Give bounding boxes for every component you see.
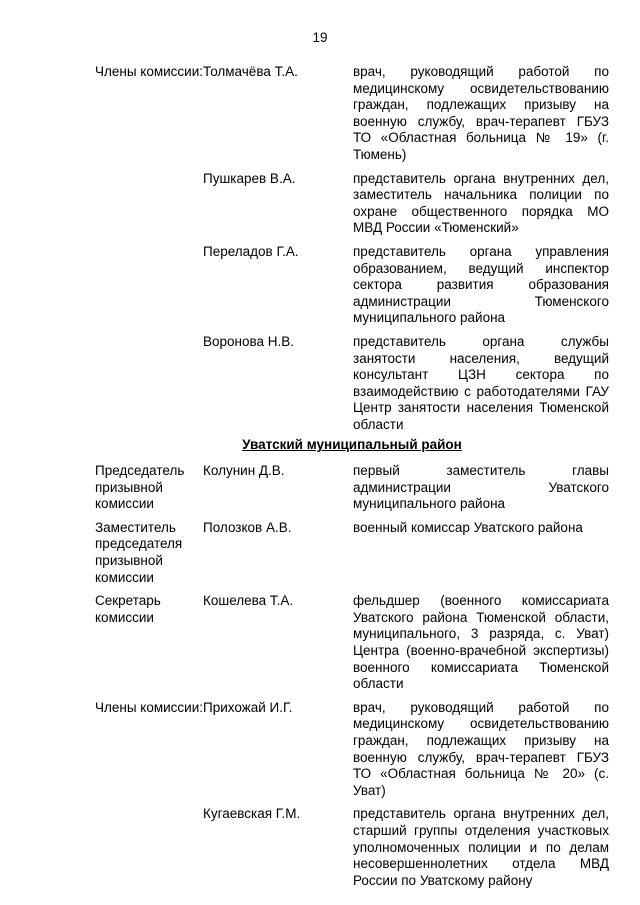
entry-description: представитель органа внутренних дел, старший группы отделения участковых уполномоченных полиции и по делам несовершеннолетних отдела МВД России по Уватскому району xyxy=(353,806,609,888)
entry-name: Толмачёва Т.А. xyxy=(203,64,298,79)
entry-name: Кошелева Т.А. xyxy=(203,593,294,609)
commission-entry xyxy=(95,806,609,889)
commission-entry xyxy=(95,520,609,586)
commission-entry xyxy=(95,64,609,164)
commission-list xyxy=(95,64,609,889)
entry-name: Кугаевская Г.М. xyxy=(203,806,301,822)
page-number: 19 xyxy=(312,30,328,45)
entry-name: Пушкарев В.А. xyxy=(203,170,296,186)
entry-description: представитель органа службы занятости населения, ведущий консультант ЦЗН сектора по взаимодействию с работодателями ГАУ Центр занятости населения Тюменской области xyxy=(353,333,609,432)
entry-name: Прихожай И.Г. xyxy=(203,699,293,715)
entry-name: Колунин Д.В. xyxy=(203,463,285,479)
entry-role: Заместитель председателя призывной комиссии xyxy=(95,519,183,585)
commission-entry xyxy=(95,244,609,327)
entry-name: Полозков А.В. xyxy=(203,519,292,535)
entry-description: представитель органа управления образованием, ведущий инспектор сектора развития образования администрации Тюменского муниципального района xyxy=(353,243,609,326)
commission-entry xyxy=(95,171,609,237)
entry-description: фельдшер (военного комиссариата Уватского района Тюменской области, муниципального, 3 разряда, с. Уват) Центра (военно-врачебной экспертизы) военного комиссариата Тюменской области xyxy=(353,593,609,692)
section-heading: Уватский муниципальный район xyxy=(242,437,462,453)
entry-role: Секретарь комиссии xyxy=(95,593,161,625)
entry-description: врач, руководящий работой по медицинскому освидетельствованию граждан, подлежащих призыву на военную службу, врач-терапевт ГБУЗ ТО «Областная больница № 20» (с. Уват) xyxy=(353,699,609,798)
entry-name: Переладов Г.А. xyxy=(203,243,299,259)
entry-description: первый заместитель главы администрации Уватского муниципального района xyxy=(353,463,609,512)
commission-entry xyxy=(95,593,609,693)
entry-name: Воронова Н.В. xyxy=(203,333,295,349)
entry-description: врач, руководящий работой по медицинскому освидетельствованию граждан, подлежащих призыву на военную службу, врач-терапевт ГБУЗ ТО «Областная больница № 19» (г. Тюмень) xyxy=(353,64,609,162)
entry-description: военный комиссар Уватского района xyxy=(353,519,583,535)
entry-role: Члены комиссии: xyxy=(95,64,204,79)
commission-entry xyxy=(95,334,609,434)
commission-entry xyxy=(95,700,609,800)
entry-description: представитель органа внутренних дел, заместитель начальника полиции по охране общественного порядка МО МВД России «Тюменский» xyxy=(353,170,609,236)
entry-role: Члены комиссии: xyxy=(95,699,204,715)
entry-role: Председатель призывной комиссии xyxy=(95,463,185,512)
commission-entry xyxy=(95,463,609,513)
